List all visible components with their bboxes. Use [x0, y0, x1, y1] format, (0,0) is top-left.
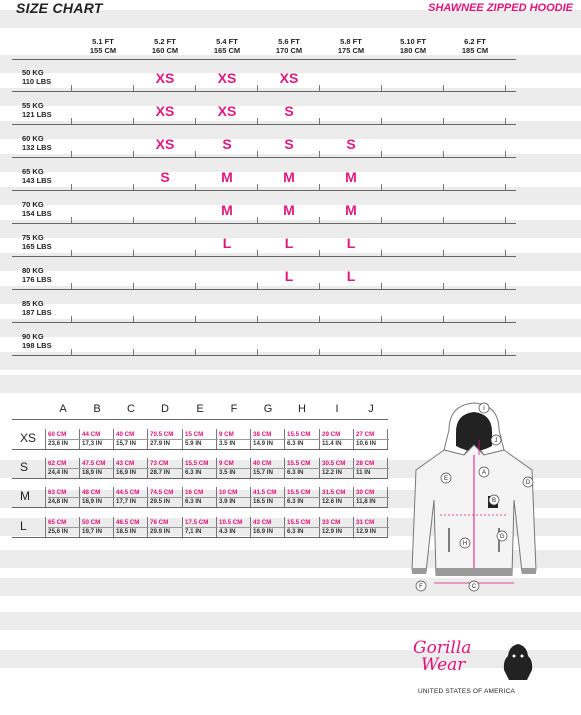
grid-tick [443, 184, 444, 190]
gorilla-icon [501, 642, 535, 682]
grid-tick [71, 85, 72, 91]
measurement-cell [320, 431, 355, 448]
grid-line [12, 289, 516, 290]
measurement-in: 18,9 IN [82, 469, 102, 476]
measurement-cm: 15.5 CM [287, 431, 320, 440]
grid-tick [71, 250, 72, 256]
size-cell: L [284, 235, 294, 251]
measurement-cell [46, 489, 81, 506]
measurement-cm: 31 CM [356, 519, 389, 528]
diagram-marker-label: E [443, 476, 449, 482]
page-title: SIZE CHART [16, 0, 103, 16]
height-cm: 165 CM [213, 46, 241, 55]
measurement-cell [148, 460, 183, 477]
grid-tick [71, 151, 72, 157]
grid-line [12, 124, 516, 125]
grid-tick [505, 349, 506, 355]
measurement-size-label: L [20, 519, 27, 533]
measurement-in: 25,6 IN [48, 528, 68, 535]
grid-tick [71, 316, 72, 322]
measurement-in: 12.9 IN [322, 528, 342, 535]
grid-line [12, 419, 388, 420]
measurement-cm: 15.5 CM [287, 460, 320, 469]
weight-kg: 85 KG [22, 299, 44, 308]
weight-lbs: 165 LBS [22, 242, 52, 251]
measurement-in: 14.9 IN [253, 440, 273, 447]
measurement-in: 11.4 IN [322, 440, 342, 447]
weight-kg: 60 KG [22, 134, 44, 143]
measurement-in: 6.3 IN [287, 440, 304, 447]
measurement-in: 6.3 IN [287, 498, 304, 505]
measurement-in: 6.3 IN [287, 528, 304, 535]
measurement-column-header: B [93, 403, 101, 415]
weight-kg: 70 KG [22, 200, 44, 209]
height-ft: 6.2 FT [464, 37, 486, 46]
grid-tick [71, 217, 72, 223]
grid-tick [319, 316, 320, 322]
measurement-in: 11 IN [356, 469, 371, 476]
hoodie-diagram [404, 400, 544, 592]
measurement-in: 27.9 IN [150, 440, 170, 447]
weight-label [22, 299, 52, 317]
measurement-in: 28.7 IN [150, 469, 170, 476]
grid-tick [505, 250, 506, 256]
size-cell: S [284, 136, 294, 152]
size-cell: M [345, 202, 357, 218]
measurement-cell [251, 519, 286, 536]
weight-lbs: 132 LBS [22, 143, 52, 152]
measurement-cell [148, 489, 183, 506]
measurement-cm: 63 CM [48, 489, 81, 498]
measurement-cm: 16 CM [185, 489, 218, 498]
measurement-cm: 48 CM [82, 489, 115, 498]
measurement-cm: 15.5 CM [287, 489, 320, 498]
grid-tick [381, 316, 382, 322]
size-cell: XS [155, 136, 175, 152]
measurement-cm: 70.5 CM [150, 431, 183, 440]
grid-tick [133, 349, 134, 355]
weight-kg: 75 KG [22, 233, 44, 242]
measurement-cm: 30 CM [356, 489, 389, 498]
measurement-cell [251, 431, 286, 448]
measurement-in: 16.5 IN [253, 498, 273, 505]
diagram-marker-label: C [471, 584, 477, 590]
weight-label [22, 332, 52, 350]
measurement-in: 3.5 IN [219, 440, 236, 447]
grid-tick [71, 283, 72, 289]
grid-tick [505, 184, 506, 190]
grid-line [12, 256, 516, 257]
measurement-cm: 15 CM [185, 431, 218, 440]
measurement-cm: 62 CM [48, 460, 81, 469]
grid-tick [443, 118, 444, 124]
measurement-cell [217, 431, 252, 448]
measurement-in: 10.6 IN [356, 440, 376, 447]
size-cell: M [221, 202, 233, 218]
size-cell: XS [155, 70, 175, 86]
measurement-in: 3.5 IN [219, 469, 236, 476]
measurement-cell [80, 519, 115, 536]
measurement-cm: 40 CM [253, 460, 286, 469]
weight-label [22, 68, 51, 86]
measurement-cm: 44 CM [82, 431, 115, 440]
diagram-marker-label: B [491, 498, 497, 504]
grid-tick [195, 316, 196, 322]
measurement-cell [320, 519, 355, 536]
measurement-cm: 41.5 CM [253, 489, 286, 498]
logo-country: UNITED STATES OF AMERICA [418, 688, 516, 695]
measurement-cm: 29 CM [322, 431, 355, 440]
measurement-cell [183, 460, 218, 477]
height-cm: 155 CM [89, 46, 117, 55]
size-cell: XS [217, 70, 237, 86]
measurement-cell [114, 431, 149, 448]
diagram-marker-label: H [462, 541, 468, 547]
grid-tick [505, 316, 506, 322]
measurement-cm: 40 CM [116, 431, 149, 440]
measurement-cell [148, 431, 183, 448]
grid-line [12, 507, 388, 508]
height-header [444, 37, 506, 55]
measurement-cm: 43 CM [116, 460, 149, 469]
measurement-column-header: A [59, 403, 67, 415]
grid-line [12, 322, 516, 323]
diagram-marker-label: D [525, 480, 531, 486]
measurement-cell [320, 460, 355, 477]
weight-lbs: 198 LBS [22, 341, 52, 350]
measurement-cm: 31.5 CM [322, 489, 355, 498]
measurement-cell [148, 519, 183, 536]
height-header [320, 37, 382, 55]
measurement-cell [114, 489, 149, 506]
measurement-column-header: I [335, 403, 339, 415]
weight-kg: 90 KG [22, 332, 44, 341]
grid-tick [443, 349, 444, 355]
height-ft: 5.6 FT [278, 37, 300, 46]
size-cell: L [222, 235, 232, 251]
measurement-in: 6.3 IN [287, 469, 304, 476]
height-cm: 180 CM [399, 46, 427, 55]
grid-tick [505, 151, 506, 157]
measurement-in: 17,7 IN [116, 498, 136, 505]
size-cell: S [222, 136, 232, 152]
measurement-cm: 60 CM [48, 431, 81, 440]
measurement-size-label: XS [20, 431, 37, 445]
measurement-in: 12.6 IN [322, 498, 342, 505]
size-cell: M [345, 169, 357, 185]
measurement-in: 18,9 IN [82, 498, 102, 505]
measurement-cm: 65 CM [48, 519, 81, 528]
weight-label [22, 167, 52, 185]
grid-tick [381, 85, 382, 91]
measurement-in: 18.5 IN [116, 528, 136, 535]
grid-line [12, 91, 516, 92]
measurement-column-header: D [161, 403, 169, 415]
weight-kg: 80 KG [22, 266, 44, 275]
grid-tick [443, 250, 444, 256]
measurement-cell [354, 489, 389, 506]
measurement-in: 3.9 IN [219, 498, 236, 505]
height-header [134, 37, 196, 55]
grid-tick [381, 349, 382, 355]
grid-tick [381, 118, 382, 124]
measurement-cell [354, 460, 389, 477]
measurement-cell [80, 431, 115, 448]
height-ft: 5.1 FT [92, 37, 114, 46]
brand-logo [413, 640, 538, 702]
measurement-in: 12.9 IN [356, 528, 376, 535]
height-ft: 5.8 FT [340, 37, 362, 46]
measurement-in: 12.2 IN [322, 469, 342, 476]
measurement-cell [183, 431, 218, 448]
height-header [382, 37, 444, 55]
logo-wordmark: Gorilla Wear [413, 638, 472, 675]
grid-tick [443, 217, 444, 223]
measurement-cell [46, 460, 81, 477]
weight-label [22, 200, 52, 218]
height-header [258, 37, 320, 55]
measurement-cell [183, 489, 218, 506]
measurement-size-label: M [20, 489, 30, 503]
measurement-cell [183, 519, 218, 536]
measurement-column-header: G [263, 403, 273, 415]
grid-tick [133, 250, 134, 256]
grid-tick [71, 118, 72, 124]
size-cell: M [283, 169, 295, 185]
weight-label [22, 266, 52, 284]
measurement-cell [114, 460, 149, 477]
measurement-in: 19,7 IN [82, 528, 102, 535]
weight-label [22, 134, 52, 152]
measurement-column-header: F [230, 403, 238, 415]
grid-tick [443, 283, 444, 289]
measurement-in: 23,6 IN [48, 440, 68, 447]
measurement-cell [320, 489, 355, 506]
measurement-cm: 47.5 CM [82, 460, 115, 469]
height-cm: 175 CM [337, 46, 365, 55]
measurement-size-label: S [20, 460, 29, 474]
height-ft: 5.2 FT [154, 37, 176, 46]
height-header [72, 37, 134, 55]
measurement-cm: 76 CM [150, 519, 183, 528]
measurement-cell [251, 489, 286, 506]
measurement-cell [80, 460, 115, 477]
grid-line [12, 355, 516, 356]
size-cell: M [221, 169, 233, 185]
measurement-cell [354, 519, 389, 536]
measurement-cell [217, 489, 252, 506]
grid-tick [505, 217, 506, 223]
grid-line [12, 190, 516, 191]
measurement-in: 4.3 IN [219, 528, 236, 535]
size-cell: XS [279, 70, 299, 86]
grid-tick [71, 349, 72, 355]
diagram-marker-label: F [419, 584, 423, 590]
product-name: SHAWNEE ZIPPED HOODIE [428, 2, 573, 14]
weight-kg: 50 KG [22, 68, 44, 77]
measurement-cell [285, 519, 320, 536]
measurement-in: 11,8 IN [356, 498, 376, 505]
weight-label [22, 233, 52, 251]
height-cm: 170 CM [275, 46, 303, 55]
measurement-in: 16,9 IN [116, 469, 136, 476]
measurement-cm: 15.5 CM [287, 519, 320, 528]
grid-tick [319, 349, 320, 355]
measurement-cm: 28 CM [356, 460, 389, 469]
measurement-column-header: E [196, 403, 204, 415]
weight-lbs: 143 LBS [22, 176, 52, 185]
grid-line [12, 478, 388, 479]
measurement-cm: 9 CM [219, 431, 252, 440]
measurement-in: 16.9 IN [253, 528, 273, 535]
diagram-marker-label: J [494, 438, 498, 444]
weight-lbs: 121 LBS [22, 110, 52, 119]
size-cell: XS [217, 103, 237, 119]
height-ft: 5.10 FT [400, 37, 426, 46]
size-cell: S [284, 103, 294, 119]
weight-lbs: 154 LBS [22, 209, 52, 218]
size-cell: S [346, 136, 356, 152]
grid-line [12, 59, 516, 60]
measurement-cm: 38 CM [253, 431, 286, 440]
height-header [196, 37, 258, 55]
measurement-in: 29.9 IN [150, 528, 170, 535]
height-cm: 185 CM [461, 46, 489, 55]
measurement-cell [114, 519, 149, 536]
measurement-in: 6.3 IN [185, 498, 202, 505]
weight-lbs: 187 LBS [22, 308, 52, 317]
measurement-in: 24,8 IN [48, 498, 68, 505]
measurement-in: 6.3 IN [185, 469, 202, 476]
measurement-cm: 73 CM [150, 460, 183, 469]
grid-line [12, 157, 516, 158]
measurement-cell [217, 460, 252, 477]
grid-tick [443, 85, 444, 91]
grid-tick [505, 283, 506, 289]
measurement-cell [285, 489, 320, 506]
weight-kg: 55 KG [22, 101, 44, 110]
measurement-cell [251, 460, 286, 477]
height-cm: 160 CM [151, 46, 179, 55]
grid-tick [195, 283, 196, 289]
measurement-column-header: C [127, 403, 135, 415]
size-cell: S [160, 169, 170, 185]
grid-line [12, 537, 388, 538]
diagram-marker-label: A [481, 470, 487, 476]
measurement-cm: 15.5 CM [185, 460, 218, 469]
measurement-cm: 44.5 CM [116, 489, 149, 498]
grid-tick [257, 349, 258, 355]
grid-tick [505, 118, 506, 124]
weight-label [22, 101, 52, 119]
grid-tick [133, 217, 134, 223]
grid-tick [505, 85, 506, 91]
diagram-marker-label: G [499, 534, 505, 540]
measurement-cell [80, 489, 115, 506]
measurement-in: 29.5 IN [150, 498, 170, 505]
measurement-cm: 43 CM [253, 519, 286, 528]
grid-line [12, 223, 516, 224]
measurement-in: 15.7 IN [253, 469, 273, 476]
diagram-marker-label: I [483, 406, 485, 412]
measurement-cell [46, 431, 81, 448]
measurement-cell [354, 431, 389, 448]
measurement-in: 7,1 IN [185, 528, 202, 535]
measurement-cm: 74.5 CM [150, 489, 183, 498]
height-ft: 5.4 FT [216, 37, 238, 46]
measurement-cell [285, 431, 320, 448]
size-cell: L [346, 268, 356, 284]
grid-tick [443, 316, 444, 322]
measurement-cell [285, 460, 320, 477]
size-cell: L [346, 235, 356, 251]
weight-lbs: 176 LBS [22, 275, 52, 284]
grid-tick [257, 316, 258, 322]
weight-lbs: 110 LBS [22, 77, 52, 86]
measurement-cm: 17.5 CM [185, 519, 218, 528]
grid-tick [133, 283, 134, 289]
weight-kg: 65 KG [22, 167, 44, 176]
measurement-in: 17,3 IN [82, 440, 102, 447]
measurement-cell [46, 519, 81, 536]
measurement-cm: 27 CM [356, 431, 389, 440]
measurement-column-header: J [368, 403, 374, 415]
measurement-column-header: H [298, 403, 306, 415]
size-cell: XS [155, 103, 175, 119]
measurement-cm: 46.5 CM [116, 519, 149, 528]
measurement-in: 24,4 IN [48, 469, 68, 476]
measurement-cm: 50 CM [82, 519, 115, 528]
measurement-cm: 33 CM [322, 519, 355, 528]
grid-tick [133, 316, 134, 322]
measurement-cell [217, 519, 252, 536]
size-cell: M [283, 202, 295, 218]
measurement-in: 15,7 IN [116, 440, 136, 447]
measurement-cm: 10 CM [219, 489, 252, 498]
grid-line [12, 449, 388, 450]
grid-tick [443, 151, 444, 157]
grid-tick [71, 184, 72, 190]
measurement-cm: 10.5 CM [219, 519, 252, 528]
measurement-cm: 30.5 CM [322, 460, 355, 469]
measurement-in: 5.9 IN [185, 440, 202, 447]
measurement-cm: 9 CM [219, 460, 252, 469]
size-cell: L [284, 268, 294, 284]
grid-tick [195, 349, 196, 355]
